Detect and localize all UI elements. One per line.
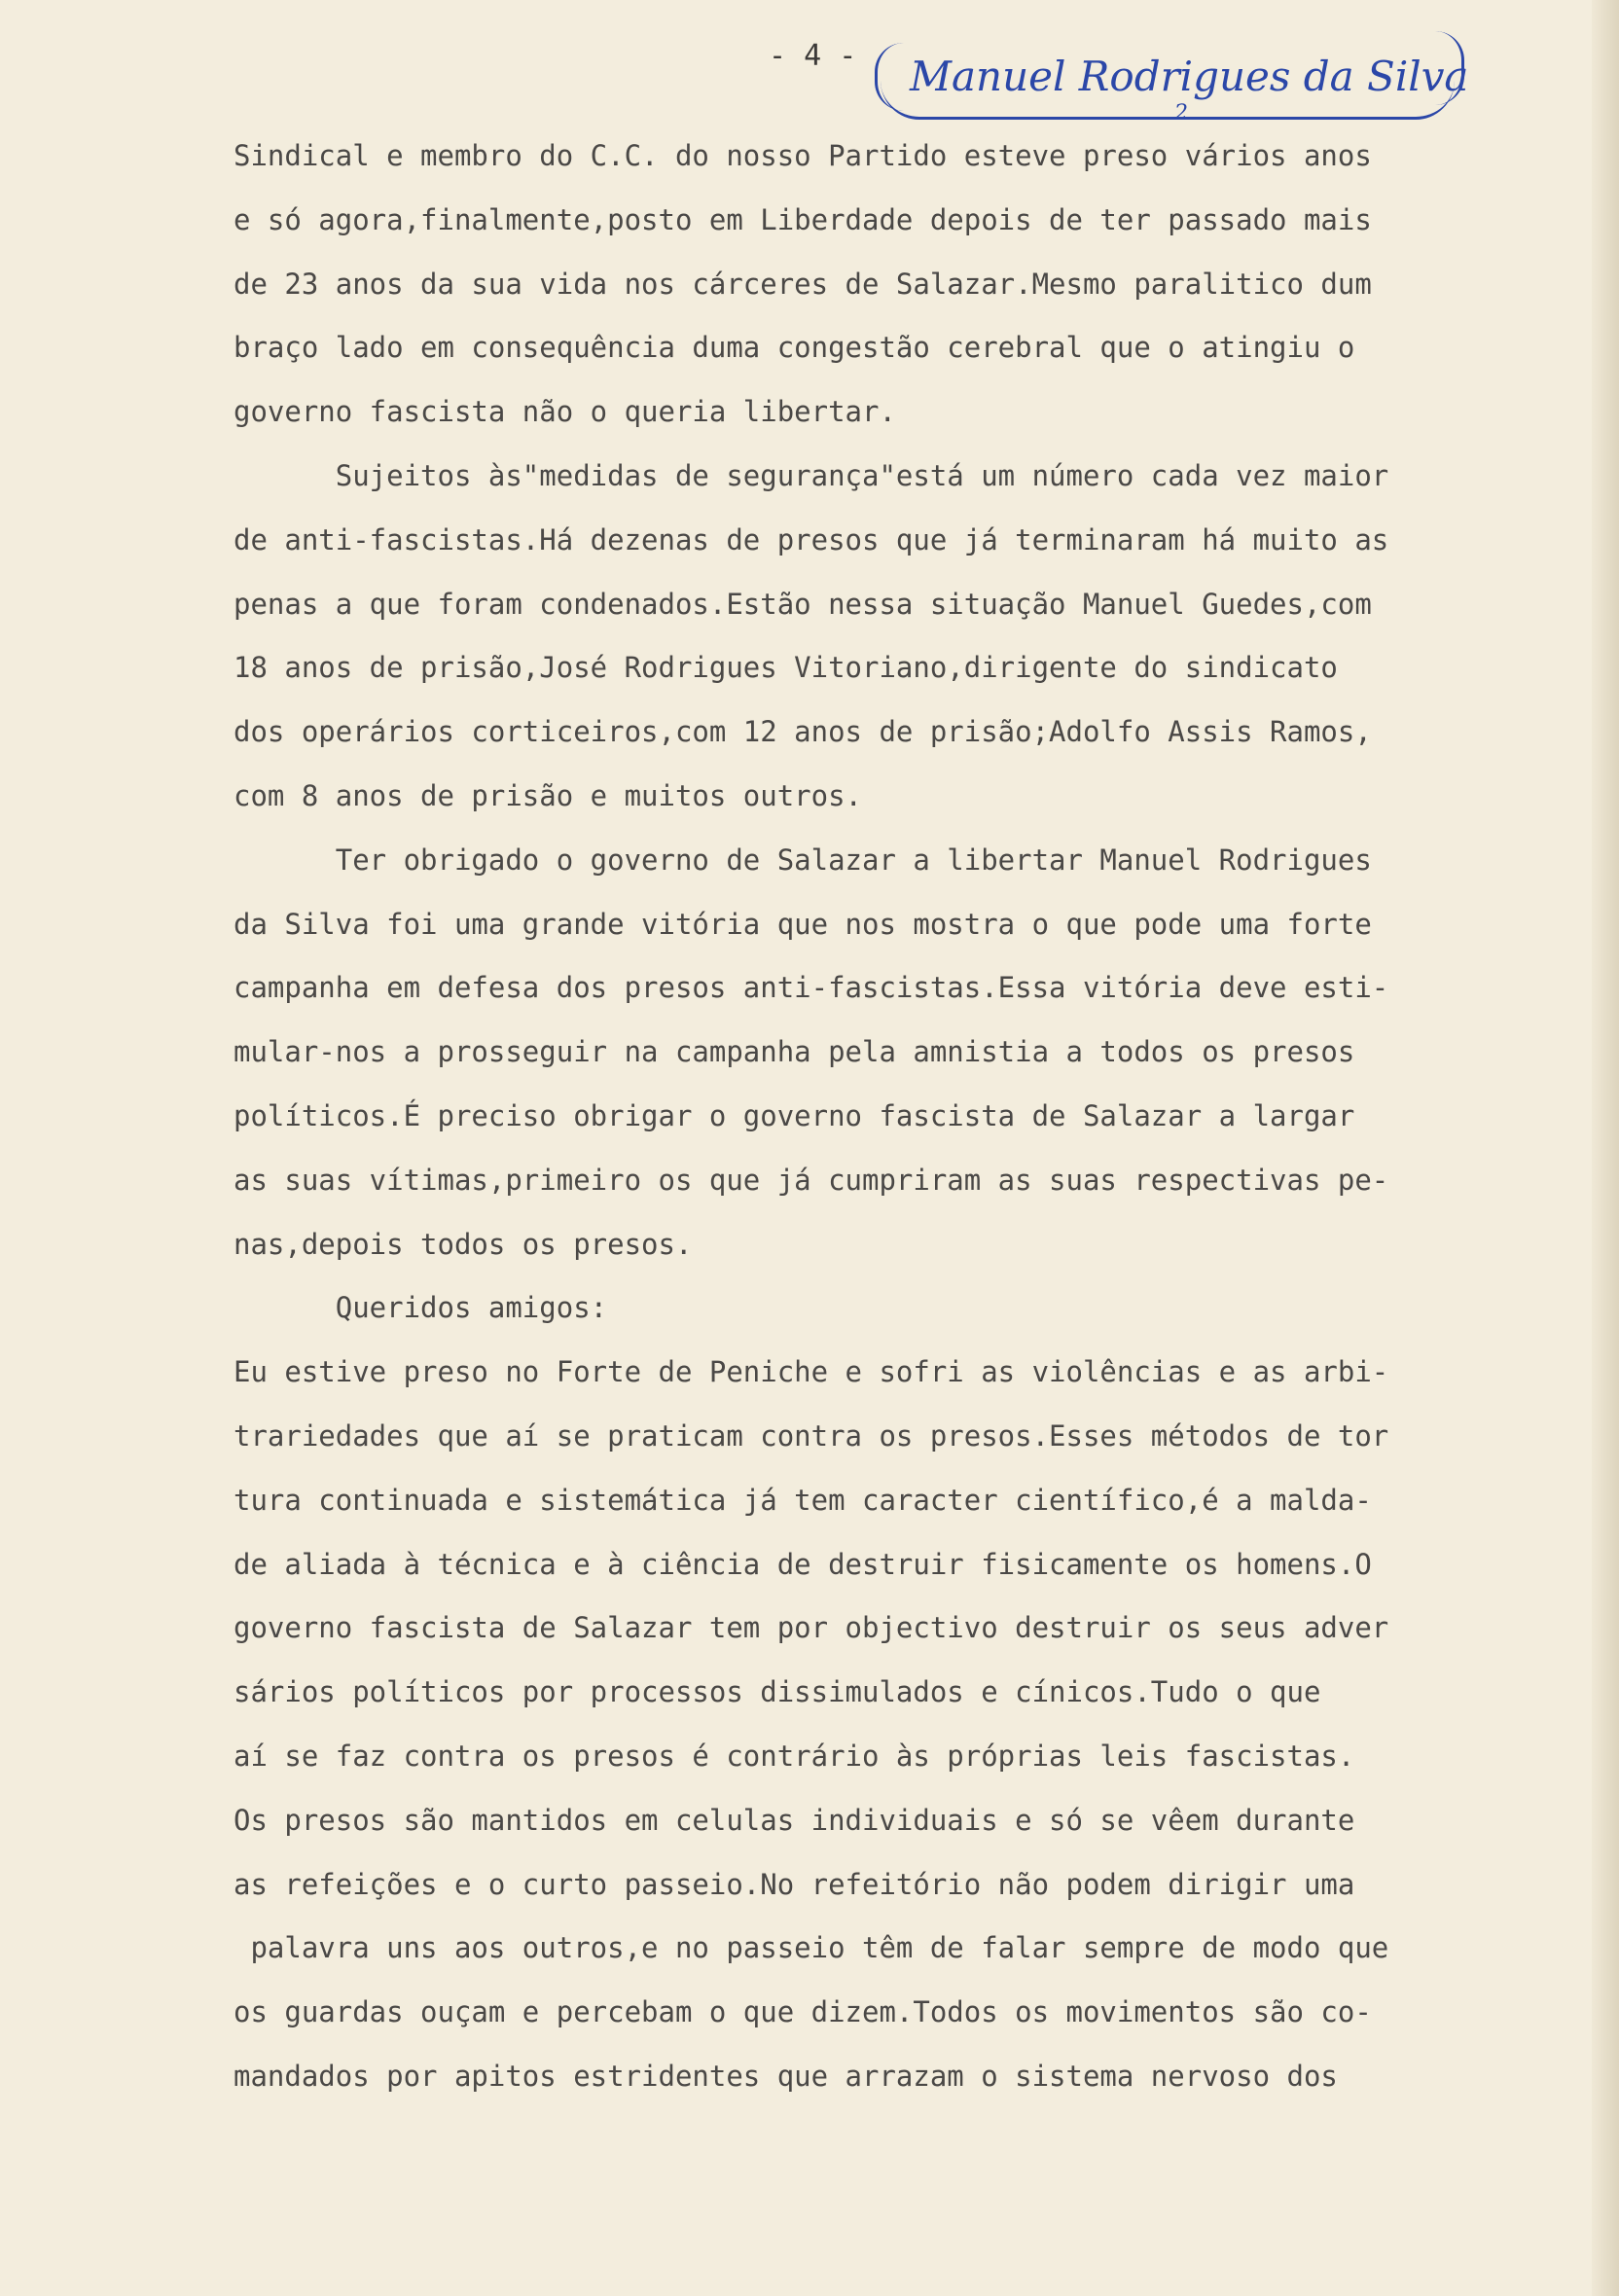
text-line: trariedades que aí se praticam contra os presos.Esses métodos de tor <box>234 1418 1389 1453</box>
text-line: Queridos amigos: <box>234 1291 608 1325</box>
text-line: de 23 anos da sua vida nos cárceres de Salazar.Mesmo paralitico dum <box>234 267 1372 301</box>
text-line: Os presos são mantidos em celulas individuais e só se vêem durante <box>234 1803 1355 1837</box>
text-line: governo fascista de Salazar tem por objectivo destruir os seus adver <box>234 1611 1389 1645</box>
text-line: e só agora,finalmente,posto em Liberdade depois de ter passado mais <box>234 202 1372 236</box>
text-line: de anti-fascistas.Há dezenas de presos que já terminaram há muito as <box>234 522 1389 556</box>
page-number: - 4 - <box>769 39 857 73</box>
text-line: as refeições e o curto passeio.No refeitório não podem dirigir uma <box>234 1867 1355 1901</box>
text-line: políticos.É preciso obrigar o governo fascista de Salazar a largar <box>234 1098 1355 1132</box>
text-line: Ter obrigado o governo de Salazar a libertar Manuel Rodrigues <box>234 843 1372 877</box>
text-line: sários políticos por processos dissimulados e cínicos.Tudo o que <box>234 1675 1321 1709</box>
text-line: mandados por apitos estridentes que arrazam o sistema nervoso dos <box>234 2059 1338 2093</box>
text-line: 18 anos de prisão,José Rodrigues Vitoriano,dirigente do sindicato <box>234 651 1338 685</box>
text-line: campanha em defesa dos presos anti-fascistas.Essa vitória deve esti- <box>234 971 1389 1005</box>
text-line: da Silva foi uma grande vitória que nos mostra o que pode uma forte <box>234 907 1372 941</box>
text-line: de aliada à técnica e à ciência de destruir fisicamente os homens.O <box>234 1547 1372 1581</box>
text-line: com 8 anos de prisão e muitos outros. <box>234 778 863 812</box>
text-line: aí se faz contra os presos é contrário às próprias leis fascistas. <box>234 1739 1355 1773</box>
text-line: braço lado em consequência duma congestão cerebral que o atingiu o <box>234 331 1355 365</box>
text-line: nas,depois todos os presos. <box>234 1227 693 1261</box>
annotation-text: Manuel Rodrigues da Silva <box>910 53 1469 100</box>
page-edge <box>1592 0 1619 2296</box>
text-line: penas a que foram condenados.Estão nessa situação Manuel Guedes,com <box>234 587 1372 621</box>
text-line: as suas vítimas,primeiro os que já cumpriram as suas respectivas pe- <box>234 1163 1389 1197</box>
typed-body-text <box>234 125 1586 2109</box>
text-line: mular-nos a prosseguir na campanha pela amnistia a todos os presos <box>234 1035 1355 1069</box>
text-line: Sindical e membro do C.C. do nosso Partido esteve preso vários anos <box>234 139 1372 172</box>
text-line: Sujeitos às"medidas de segurança"está um número cada vez maior <box>234 458 1389 492</box>
text-line: Eu estive preso no Forte de Peniche e sofri as violências e as arbi- <box>234 1355 1389 1389</box>
handwritten-annotation <box>881 53 1469 126</box>
text-line: governo fascista não o queria libertar. <box>234 395 896 429</box>
text-line: dos operários corticeiros,com 12 anos de prisão;Adolfo Assis Ramos, <box>234 715 1372 749</box>
text-line: os guardas ouçam e percebam o que dizem.Todos os movimentos são co- <box>234 1995 1372 2029</box>
annotation-mark: 2 <box>1174 101 1188 126</box>
text-line: palavra uns aos outros,e no passeio têm de falar sempre de modo que <box>234 1931 1389 1965</box>
text-line: tura continuada e sistemática já tem caracter científico,é a malda- <box>234 1483 1372 1517</box>
